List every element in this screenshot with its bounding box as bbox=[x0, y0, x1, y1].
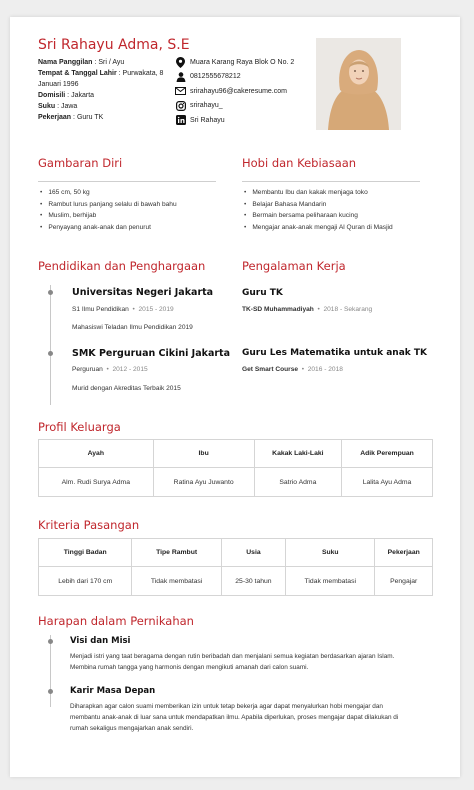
table-header: Tipe Rambut bbox=[132, 539, 221, 567]
harapan-text bbox=[70, 701, 440, 734]
section-title-kriteria: Kriteria Pasangan bbox=[38, 518, 140, 532]
contact-text: Sri Rahayu bbox=[190, 116, 225, 124]
contact-phone[interactable] bbox=[175, 70, 294, 85]
table-cell: Lebih dari 170 cm bbox=[39, 567, 132, 596]
list-item: • Belajar Bahasa Mandarin bbox=[244, 199, 393, 211]
exp-role: Guru TK bbox=[242, 288, 283, 298]
table-header-row bbox=[39, 539, 433, 567]
harapan-heading: Visi dan Misi bbox=[70, 636, 131, 646]
info-label: Suku bbox=[38, 103, 56, 110]
table-header: Tinggi Badan bbox=[39, 539, 132, 567]
table-cell: Tidak membatasi bbox=[286, 567, 375, 596]
table-header: Pekerjaan bbox=[375, 539, 433, 567]
exp-years: 2016 - 2018 bbox=[307, 366, 343, 373]
table-cell: Alm. Rudi Surya Adma bbox=[39, 468, 154, 497]
harapan-heading: Karir Masa Depan bbox=[70, 686, 156, 696]
instagram-icon bbox=[175, 100, 186, 111]
section-title-gambaran: Gambaran Diri bbox=[38, 156, 123, 170]
info-value: Sri / Ayu bbox=[98, 59, 125, 66]
list-item: • Membantu Ibu dan kakak menjaga toko bbox=[244, 187, 393, 199]
location-icon bbox=[175, 57, 186, 68]
section-title-keluarga: Profil Keluarga bbox=[38, 420, 121, 434]
timeline-line bbox=[50, 635, 51, 707]
list-item: • Mengajar anak-anak mengaji Al Quran di Masjid bbox=[244, 222, 393, 234]
table-cell: Ratina Ayu Juwanto bbox=[153, 468, 254, 497]
text-line: Menjadi istri yang taat beragama dengan rutin beribadah dan menjalani semua kegiatan berdasarkan ajaran Islam. bbox=[70, 653, 395, 660]
divider bbox=[38, 181, 216, 182]
divider bbox=[242, 181, 420, 182]
table-cell: Lalita Ayu Adma bbox=[342, 468, 433, 497]
table-cell: Tidak membatasi bbox=[132, 567, 221, 596]
edu-award: Murid dengan Akreditas Terbaik 2015 bbox=[72, 385, 181, 392]
info-value: Jakarta bbox=[71, 92, 95, 99]
table-cell: 25-30 tahun bbox=[221, 567, 285, 596]
table-cell: Satrio Adma bbox=[254, 468, 341, 497]
section-title-pendidikan: Pendidikan dan Penghargaan bbox=[38, 259, 206, 273]
edu-school: SMK Perguruan Cikini Jakarta bbox=[72, 348, 230, 359]
family-table bbox=[38, 439, 433, 497]
contact-text: srirahayu_ bbox=[190, 102, 223, 110]
contact-address bbox=[175, 55, 294, 70]
text-line: rumah sekaligus mengajarkan anak sendiri. bbox=[70, 725, 194, 732]
section-title-harapan: Harapan dalam Pernikahan bbox=[38, 614, 194, 628]
list-item: • Penyayang anak-anak dan penurut bbox=[40, 222, 177, 234]
contact-text: srirahayu96@cakeresume.com bbox=[190, 87, 287, 95]
resume-page bbox=[10, 17, 460, 777]
info-label: Pekerjaan bbox=[38, 114, 72, 121]
table-header: Adik Perempuan bbox=[342, 440, 433, 468]
contact-list bbox=[175, 55, 294, 128]
hobi-list bbox=[244, 187, 393, 233]
exp-place: TK-SD Muhammadiyah • 2018 - Sekarang bbox=[242, 306, 373, 313]
text-line: Membina rumah tangga yang harmonis dengan mengikuti amanah dari calon suami. bbox=[70, 664, 309, 671]
edu-major: Perguruan • 2012 - 2015 bbox=[72, 366, 148, 373]
phone-icon bbox=[175, 71, 186, 82]
table-header: Usia bbox=[221, 539, 285, 567]
exp-place-text: TK-SD Muhammadiyah bbox=[242, 306, 314, 313]
edu-major: S1 Ilmu Pendidikan • 2015 - 2019 bbox=[72, 306, 174, 313]
info-label: Nama Panggilan bbox=[38, 59, 93, 66]
timeline-dot bbox=[48, 351, 53, 356]
list-item: • Bermain bersama peliharaan kucing bbox=[244, 210, 393, 222]
timeline-line bbox=[50, 285, 51, 405]
edu-school: Universitas Negeri Jakarta bbox=[72, 287, 214, 298]
mail-icon bbox=[175, 86, 186, 97]
list-item: • 165 cm, 50 kg bbox=[40, 187, 177, 199]
exp-place: Get Smart Course • 2016 - 2018 bbox=[242, 366, 343, 373]
section-title-pengalaman: Pengalaman Kerja bbox=[242, 259, 346, 273]
contact-linkedin[interactable] bbox=[175, 113, 294, 128]
contact-instagram[interactable] bbox=[175, 99, 294, 114]
edu-major-text: S1 Ilmu Pendidikan bbox=[72, 306, 129, 313]
list-item: • Rambut lurus panjang selalu di bawah bahu bbox=[40, 199, 177, 211]
edu-major-text: Perguruan bbox=[72, 366, 103, 373]
table-header: Kakak Laki-Laki bbox=[254, 440, 341, 468]
timeline-dot bbox=[48, 689, 53, 694]
text-line: membantu anak-anak di luar sana untuk mendapatkan ilmu. Apabila diperlukan, proses mengajar dapat dilakukan di bbox=[70, 714, 399, 721]
info-label: Domisili bbox=[38, 92, 66, 99]
info-value: Guru TK bbox=[76, 114, 104, 121]
table-row bbox=[39, 567, 433, 596]
edu-award: Mahasiswi Teladan Ilmu Pendidikan 2019 bbox=[72, 324, 193, 331]
table-header: Suku bbox=[286, 539, 375, 567]
info-label: Tempat & Tanggal Lahir bbox=[38, 70, 117, 77]
table-row bbox=[39, 468, 433, 497]
exp-role: Guru Les Matematika untuk anak TK bbox=[242, 348, 427, 358]
harapan-text bbox=[70, 651, 410, 673]
info-value: Purwakata, 8 Januari 1996 bbox=[38, 70, 164, 88]
linkedin-icon bbox=[175, 115, 186, 126]
person-name: Sri Rahayu Adma, S.E bbox=[38, 37, 190, 53]
text-line: Diharapkan agar calon suami memberikan izin untuk tetap bekerja agar dapat menyalurkan hobi mengajar dan bbox=[70, 703, 383, 710]
table-header: Ibu bbox=[153, 440, 254, 468]
personal-info: Nama Panggilan : Sri / Ayu Tempat & Tanggal Lahir : Purwakata, 8 Januari 1996 Domisili : Jakarta Suku : Jawa Pekerjaan : Guru TK bbox=[38, 59, 164, 121]
contact-text: Muara Karang Raya Blok O No. 2 bbox=[190, 58, 295, 66]
info-value: Jawa bbox=[60, 103, 78, 110]
timeline-dot bbox=[48, 290, 53, 295]
table-header-row bbox=[39, 440, 433, 468]
exp-place-text: Get Smart Course bbox=[242, 366, 299, 373]
edu-years: 2012 - 2015 bbox=[112, 366, 148, 373]
timeline-dot bbox=[48, 639, 53, 644]
exp-years: 2018 - Sekarang bbox=[323, 306, 373, 313]
edu-years: 2015 - 2019 bbox=[138, 306, 174, 313]
table-cell: Pengajar bbox=[375, 567, 433, 596]
contact-email[interactable] bbox=[175, 84, 294, 99]
table-header: Ayah bbox=[39, 440, 154, 468]
criteria-table bbox=[38, 538, 433, 596]
list-item: • Muslim, berhijab bbox=[40, 210, 177, 222]
profile-photo bbox=[316, 38, 401, 130]
gambaran-list bbox=[40, 187, 177, 233]
contact-text: 0812555678212 bbox=[190, 73, 241, 81]
section-title-hobi: Hobi dan Kebiasaan bbox=[242, 156, 357, 170]
